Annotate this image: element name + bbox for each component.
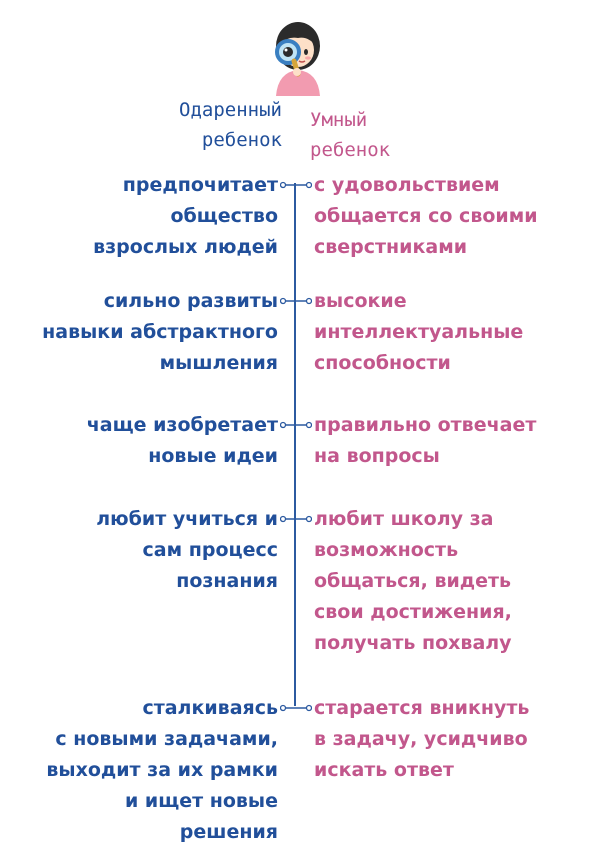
header-smart-line: Умный [310, 109, 368, 131]
trait-line: возможность [314, 539, 459, 561]
trait-line: сильно развиты [103, 290, 278, 312]
trait-line: новые идеи [148, 445, 278, 467]
header-smart-line: ребенок [310, 139, 391, 161]
trait-line: сталкиваясь [142, 697, 278, 719]
trait-line: получать похвалу [314, 632, 512, 654]
trait-line: свои достижения, [314, 601, 512, 623]
trait-line: способности [314, 352, 451, 374]
gifted-trait [8, 693, 278, 848]
trait-line: выходит за их рамки [46, 759, 278, 781]
trait-line: интеллектуальные [314, 321, 524, 343]
gifted-trait [8, 504, 278, 597]
trait-line: любит учиться и [96, 508, 278, 530]
trait-line: общается со своими [314, 205, 538, 227]
trait-line: искать ответ [314, 759, 454, 781]
header-gifted [150, 95, 282, 155]
gifted-trait [8, 170, 278, 263]
trait-line: познания [176, 570, 278, 592]
trait-line: и ищет новые [124, 790, 278, 812]
trait-line: высокие [314, 290, 407, 312]
trait-line: сверстниками [314, 236, 468, 258]
smart-trait [314, 286, 594, 379]
smart-trait [314, 693, 594, 786]
gifted-trait [8, 286, 278, 379]
trait-line: сам процесс [142, 539, 278, 561]
connector-icon [280, 421, 312, 429]
trait-line: общаться, видеть [314, 570, 512, 592]
connector-icon [280, 181, 312, 189]
trait-line: взрослых людей [93, 236, 278, 258]
smart-trait [314, 504, 594, 659]
connector-icon [280, 515, 312, 523]
trait-line: навыки абстрактного [42, 321, 278, 343]
trait-line: правильно отвечает [314, 414, 537, 436]
trait-line: старается вникнуть [314, 697, 530, 719]
trait-line: с новыми задачами, [55, 728, 278, 750]
connector-icon [280, 704, 312, 712]
header-smart [310, 105, 450, 165]
trait-line: предпочитает [122, 174, 278, 196]
smart-trait [314, 410, 594, 472]
trait-line: мышления [159, 352, 278, 374]
trait-line: чаще изобретает [86, 414, 278, 436]
trait-line: в задачу, усидчиво [314, 728, 528, 750]
girl-with-magnifier-icon [264, 14, 328, 96]
header-gifted-line: Одаренный [179, 99, 282, 121]
smart-trait [314, 170, 594, 263]
trait-line: решения [179, 821, 278, 843]
trait-line: общество [170, 205, 278, 227]
trait-line: с удовольствием [314, 174, 500, 196]
timeline-axis [294, 183, 296, 706]
trait-line: любит школу за [314, 508, 494, 530]
gifted-trait [8, 410, 278, 472]
connector-icon [280, 297, 312, 305]
header-gifted-line: ребенок [201, 129, 282, 151]
trait-line: на вопросы [314, 445, 440, 467]
